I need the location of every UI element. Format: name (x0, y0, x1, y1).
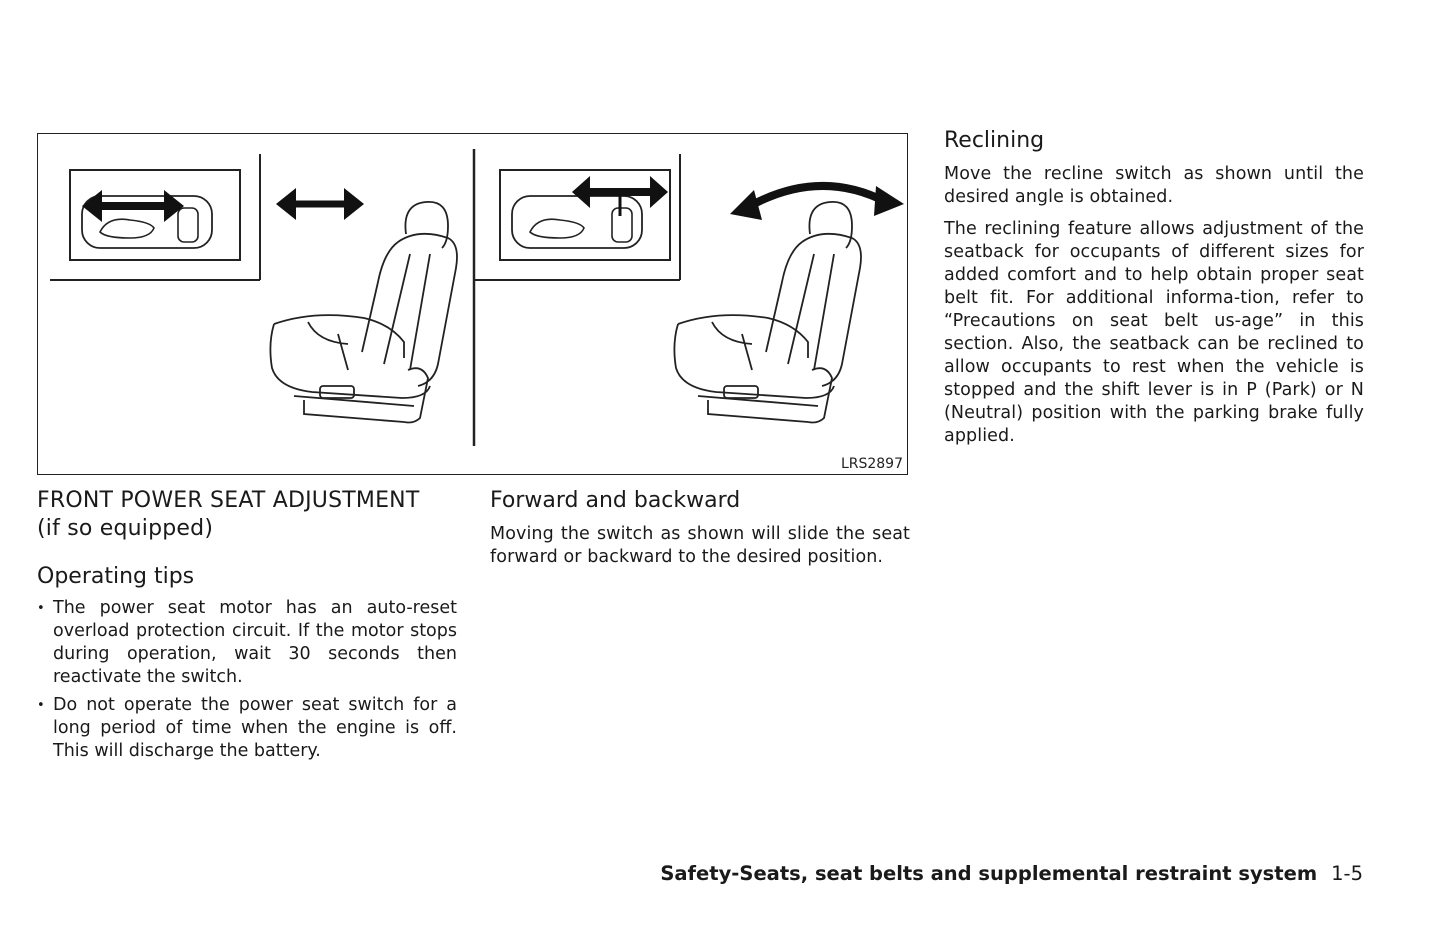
section-title: FRONT POWER SEAT ADJUSTMENT (37, 488, 420, 513)
column-left (37, 487, 457, 768)
panel-reclining (474, 154, 904, 423)
footer-section-title: Safety-Seats, seat belts and supplemental restraint system (660, 862, 1318, 885)
seat-icon-left (270, 202, 457, 423)
column-right (944, 127, 1364, 448)
forward-backward-heading: Forward and backward (490, 488, 741, 513)
reclining-paragraph-2: The reclining feature allows adjustment of the seatback for occupants of different sizes for added comfort and to help obtain proper seat belt fit. For additional informa-tion, refer to “Precautions on seat belt us-age” in this section. Also, the seatback can be reclined to allow occupants to rest when the vehicle is stopped and the shift lever is in P (Park) or N (Neutral) position with the parking brake fully applied. (944, 219, 1364, 446)
column-middle (490, 487, 910, 569)
section-subtitle: (if so equipped) (37, 516, 214, 541)
recline-arrow-icon (730, 186, 904, 220)
switch-arrow-icon-left (82, 190, 184, 222)
seat-switch-right (512, 196, 642, 248)
reclining-heading: Reclining (944, 128, 1045, 153)
page-number: 1-5 (1331, 862, 1363, 885)
page-footer (660, 862, 1363, 885)
panel-forward-backward (50, 154, 457, 423)
reclining-paragraph-1: Move the recline switch as shown until the desired angle is obtained. (944, 164, 1364, 207)
figure-code: LRS2897 (840, 456, 903, 472)
list-item: • Do not operate the power seat switch for a long period of time when the engine is off. This will discharge the battery. (37, 694, 457, 763)
operating-tips-heading: Operating tips (37, 564, 195, 589)
seat-adjustment-illustration (37, 133, 908, 475)
list-item: • The power seat motor has an auto-reset overload protection circuit. If the motor stops during operation, wait 30 seconds then reactivate the switch. (37, 597, 457, 689)
seat-icon-right (674, 202, 861, 423)
slide-arrow-icon (276, 188, 364, 220)
operating-tips-list (37, 597, 457, 763)
switch-arrow-icon-right (572, 176, 668, 216)
forward-backward-text: Moving the switch as shown will slide the seat forward or backward to the desired position. (490, 524, 910, 567)
illustration-svg (38, 134, 909, 476)
